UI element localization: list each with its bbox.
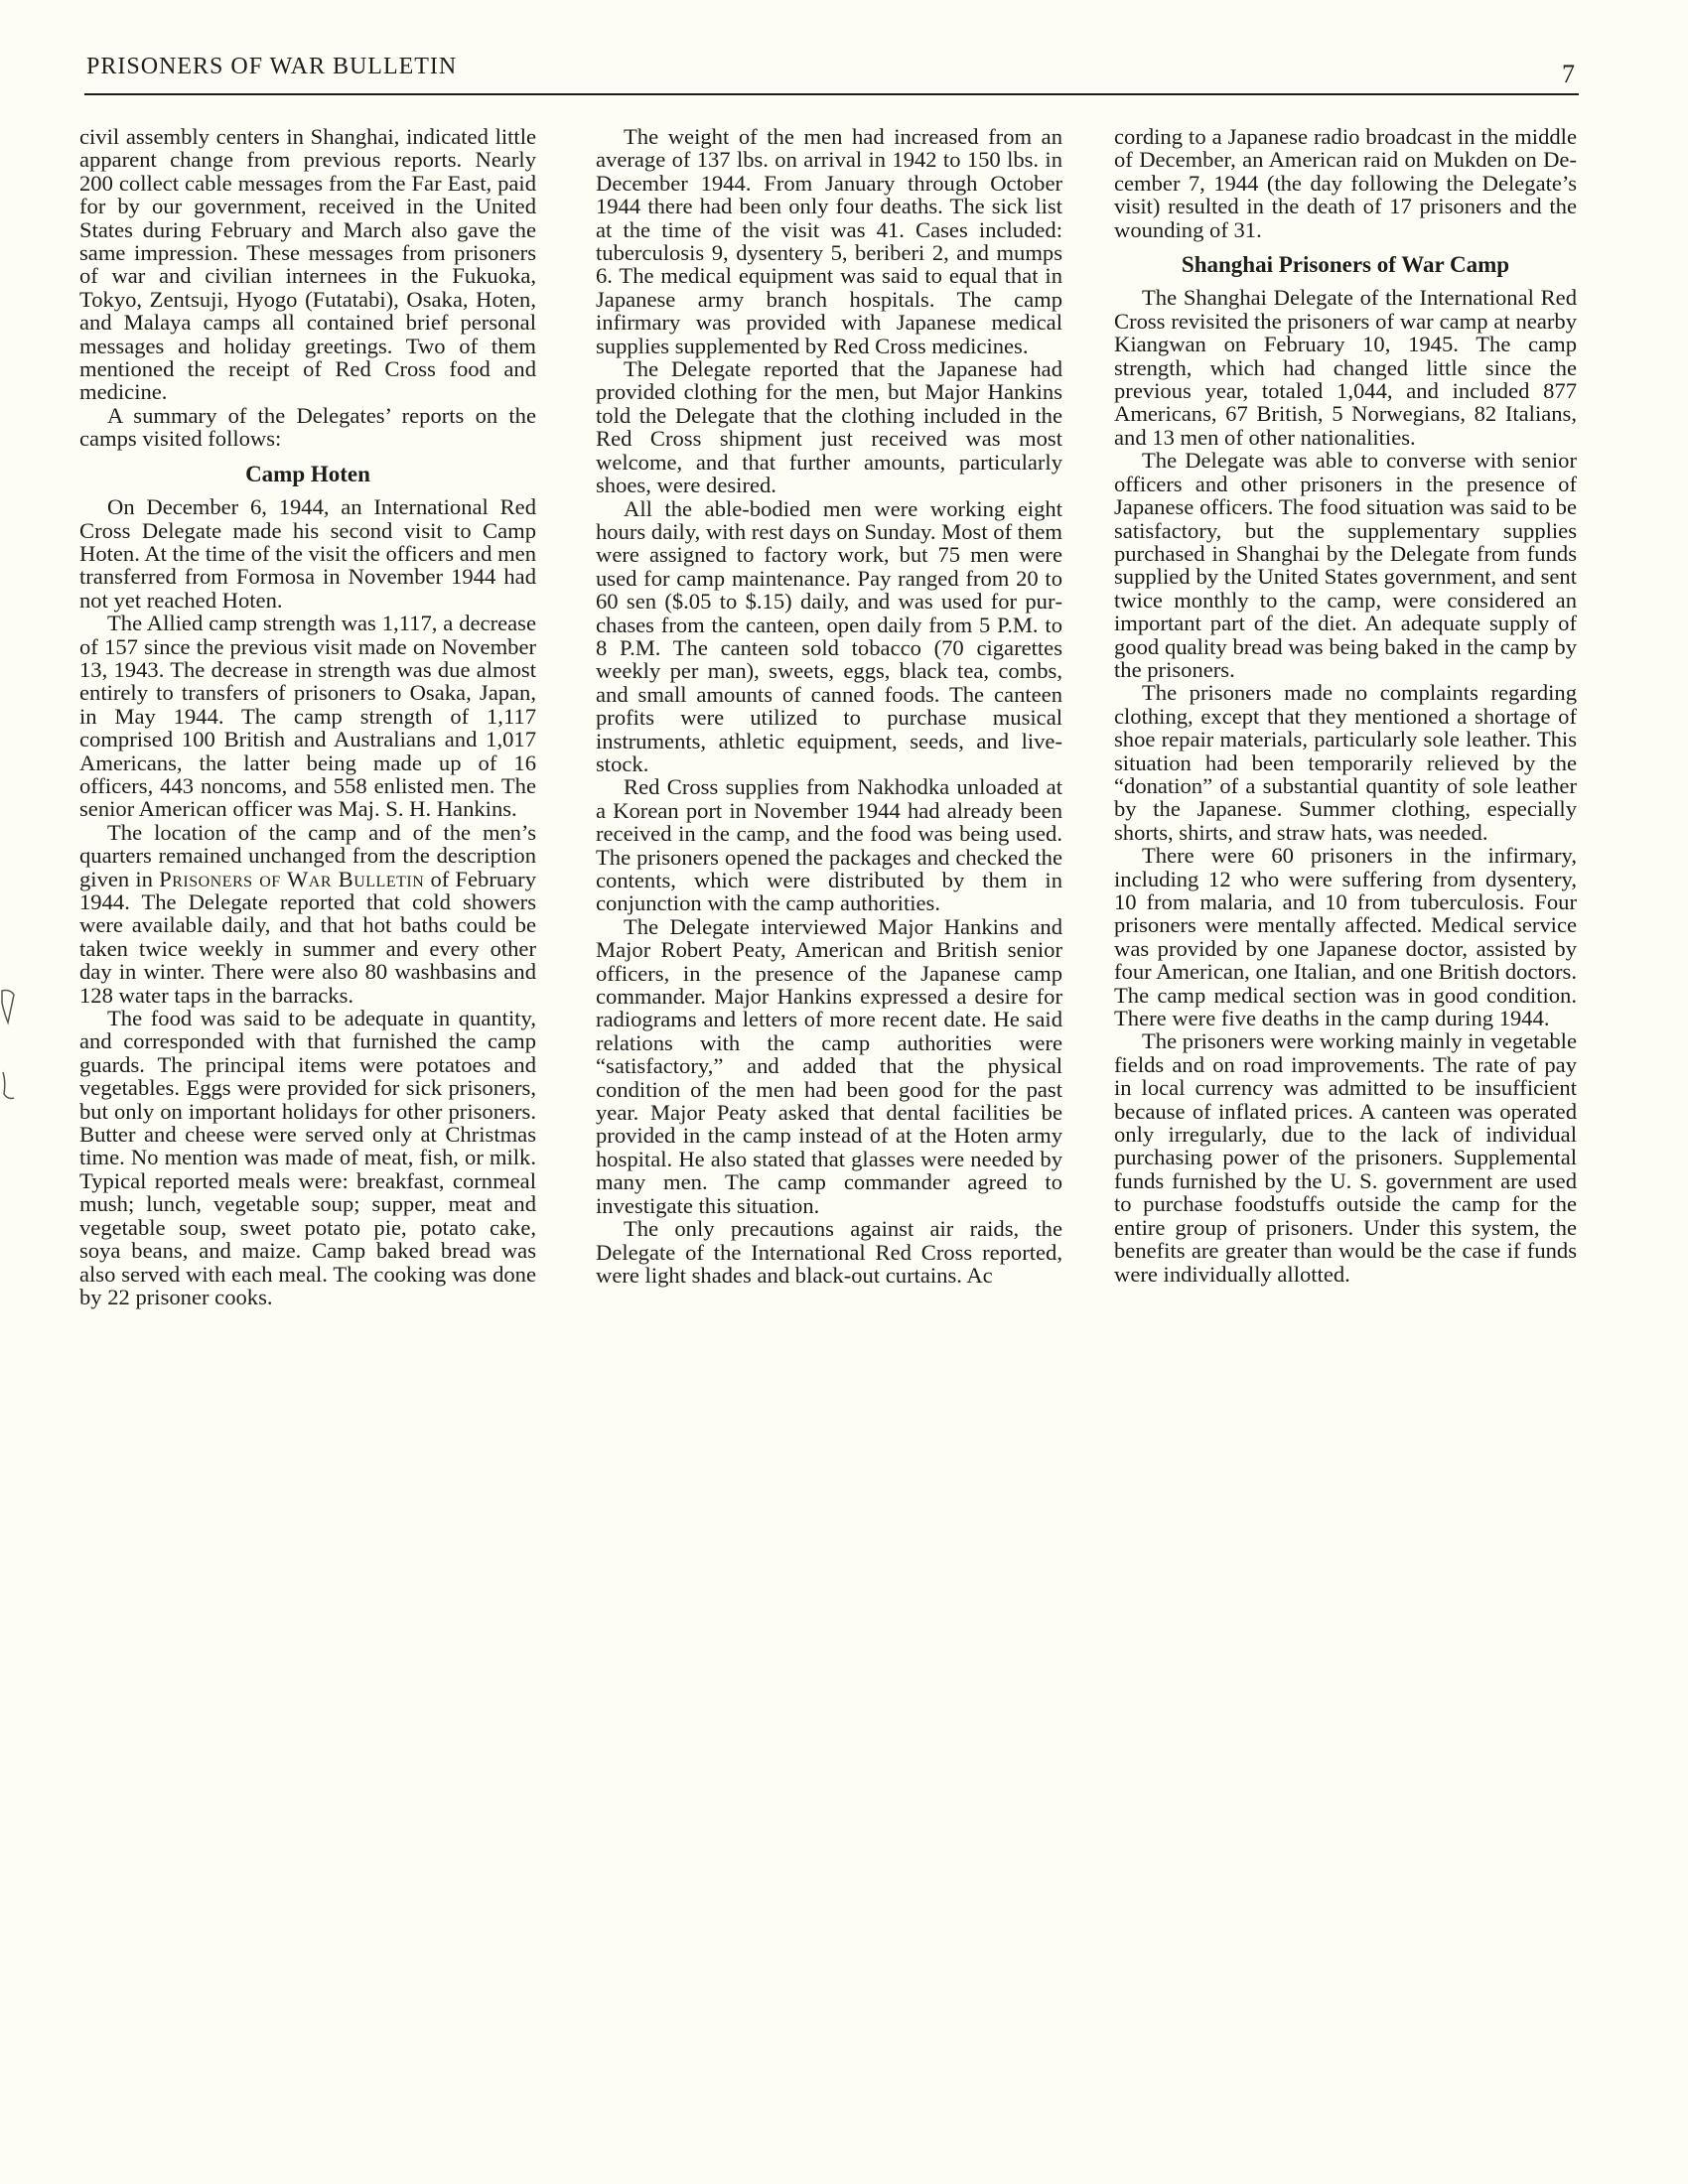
body-paragraph: There were 60 prisoners in the infirmary, including 12 who were suffering from dysentery, 10 from malaria, and 10 from tuberculosis. Four prisoners were mentally affected. Medical service was provided by one Japanese doctor, assisted by four American, one Italian, and one British doctors. The camp medical section was in good condition. There were five deaths in the camp during 1944.: [1114, 843, 1577, 1031]
body-paragraph: The Allied camp strength was 1,117, a decrease of 157 since the previous visit made on November 13, 1943. The decrease in strength was due almost entirely to transfers of prisoners to Osaka, Japan, in May 1944. The camp strength of 1,117 comprised 100 British and Australians and 1,017 Americans, the latter being made up of 16 officers, 443 noncoms, and 558 enlisted men. The senior American officer was Maj. S. H. Hankins.: [79, 611, 536, 822]
body-paragraph: The weight of the men had increased from an average of 137 lbs. on arrival in 1942 to 150 lbs. in December 1944. From January through October 1944 there had been only four deaths. The sick list at the time of the visit was 41. Cases included: tuberculosis 9, dysentery 5, beriberi 2, and mumps 6. The medical equipment was said to equal that in Japanese army branch hospitals. The camp infirmary was provided with Japanese medical supplies supplemented by Red Cross medicines.: [596, 124, 1062, 358]
article-column-3: [1114, 125, 1577, 1286]
publication-reference: Prisoners of War Bulletin: [159, 866, 425, 891]
body-paragraph: cording to a Japanese radio broadcast in the middle of December, an American raid on Mukden on December 7, 1944 (the day following the Delegate’s visit) resulted in the death of 17 prisoners and the wounding of 31.: [1114, 124, 1577, 242]
paragraph-text: The location of the camp and of the men’s quarters remained unchanged from the description given in: [79, 819, 536, 891]
body-paragraph: The Delegate reported that the Japanese had provided clothing for the men, but Major Hankins told the Delegate that the clothing included in the Red Cross shipment just received was most welcome, and that further amounts, particularly shoes, were desired.: [596, 356, 1062, 498]
body-paragraph: A summary of the Delegates’ reports on the camps visited follows:: [79, 402, 536, 452]
body-paragraph: On December 6, 1944, an International Red Cross Delegate made his second visit to Camp Hoten. At the time of the visit the officers and men transferred from Formosa in November 1944 had not yet reached Hoten.: [79, 494, 536, 613]
publication-title: PRISONERS OF WAR BULLETIN: [86, 54, 458, 79]
binding-hole-marks-icon: [0, 983, 20, 1112]
body-paragraph: The food was said to be adequate in quantity, and corresponded with that furnished the camp guards. The principal items were potatoes and vegetables. Eggs were provided for sick prisoners, but only on important holidays for other prisoners. Butter and cheese were served only at Christmas time. No mention was made of meat, fish, or milk. Typical reported meals were: breakfast, cornmeal mush; lunch, vegetable soup; supper, meat and vegetable soup, sweet potato pie, potato cake, soya beans, and maize. Camp baked bread was also served with each meal. The cooking was done by 22 prisoner cooks.: [79, 1006, 536, 1309]
article-column-2: [596, 125, 1062, 1287]
body-paragraph: civil assembly centers in Shanghai, indicated little apparent change from previous reports. Nearly 200 collect cable messages from the Far East, paid for by our government, received in the United States during February and March also gave the same impression. These messages from prisoners of war and civilian internees in the Fukuoka, Tokyo, Zentsuji, Hyogo (Futatabi), Osaka, Hoten, and Malaya camps all contained brief personal messages and holiday greetings. Two of them mentioned the receipt of Red Cross food and medicine.: [79, 124, 536, 405]
body-paragraph: The only precautions against air raids, the Delegate of the International Red Cross reported, were light shades and black-out curtains. Ac: [596, 1216, 1062, 1288]
body-paragraph: The Delegate interviewed Major Hankins and Major Robert Peaty, American and British senior officers, in the presence of the Japanese camp commander. Major Hankins expressed a desire for radiograms and letters of more recent date. He said relations with the camp authorities were “satisfactory,” and added that the physical condition of the men had been good for the past year. Major Peaty asked that dental facilities be provided in the camp instead of at the Hoten army hospital. He also stated that glasses were needed by many men. The camp commander agreed to investigate this situation.: [596, 913, 1062, 1218]
article-column-1: [79, 125, 536, 1308]
page-number: 7: [1562, 60, 1575, 88]
body-paragraph: The prisoners made no complaints regarding clothing, except that they mentioned a shortage of shoe repair materials, particularly sole leather. This situation had been temporarily relieved by the “donation” of a substantial quantity of sole leather by the Japanese. Summer clothing, especially shorts, shirts, and straw hats, was needed.: [1114, 680, 1577, 845]
section-heading: Camp Hoten: [245, 461, 370, 486]
section-heading: Shanghai Prisoners of War Camp: [1181, 252, 1510, 278]
body-paragraph: The prisoners were working mainly in vegetable fields and on road improvements. The rate of pay in local currency was admitted to be insufficient because of inflated prices. A canteen was operated only irregularly, due to the lack of individual purchasing power of the prisoners. Supplemental funds furnished by the U. S. government are used to purchase foodstuffs outside the camp for the entire group of prisoners. Under this system, the benefits are greater than would be the case if funds were individually allotted.: [1114, 1028, 1577, 1287]
running-header: [84, 50, 1579, 95]
body-paragraph: Red Cross supplies from Nakhodka unloaded at a Korean port in November 1944 had already been received in the camp, and the food was being used. The prisoners opened the packages and checked the contents, which were distributed by them in conjunction with the camp authorities.: [596, 774, 1062, 916]
body-paragraph: The Shanghai Delegate of the International Red Cross revisited the prisoners of war camp at nearby Kiangwan on February 10, 1945. The camp strength, which had changed little since the previous year, totaled 1,044, and included 877 Americans, 67 British, 5 Norwegians, 82 Italians, and 13 men of other nationalities.: [1114, 285, 1577, 450]
paragraph-text: of February 1944. The Delegate reported that cold showers were available daily, and that hot baths could be taken twice weekly in summer and every other day in winter. There were also 80 washbasins and 128 water taps in the barracks.: [79, 866, 536, 1008]
body-paragraph: All the able-bodied men were working eight hours daily, with rest days on Sunday. Most of them were assigned to factory work, but 75 men were used for camp maintenance. Pay ranged from 20 to 60 sen ($.05 to $.15) daily, and was used for purchases from the canteen, open daily from 5 P.M. to 8 P.M. The canteen sold tobacco (70 cigarettes weekly per man), sweets, eggs, black tea, combs, and small amounts of canned foods. The canteen profits were utilized to purchase musical instruments, athletic equipment, seeds, and livestock.: [596, 495, 1062, 776]
body-paragraph: [79, 821, 536, 1007]
body-paragraph: The Delegate was able to converse with senior officers and other prisoners in the presence of Japanese officers. The food situation was said to be satisfactory, but the supplementary supplies purchased in Shanghai by the Delegate from funds supplied by the United States government, and sent twice monthly to the camp, were considered an important part of the diet. An adequate supply of good quality bread was being baked in the camp by the prisoners.: [1114, 448, 1577, 682]
